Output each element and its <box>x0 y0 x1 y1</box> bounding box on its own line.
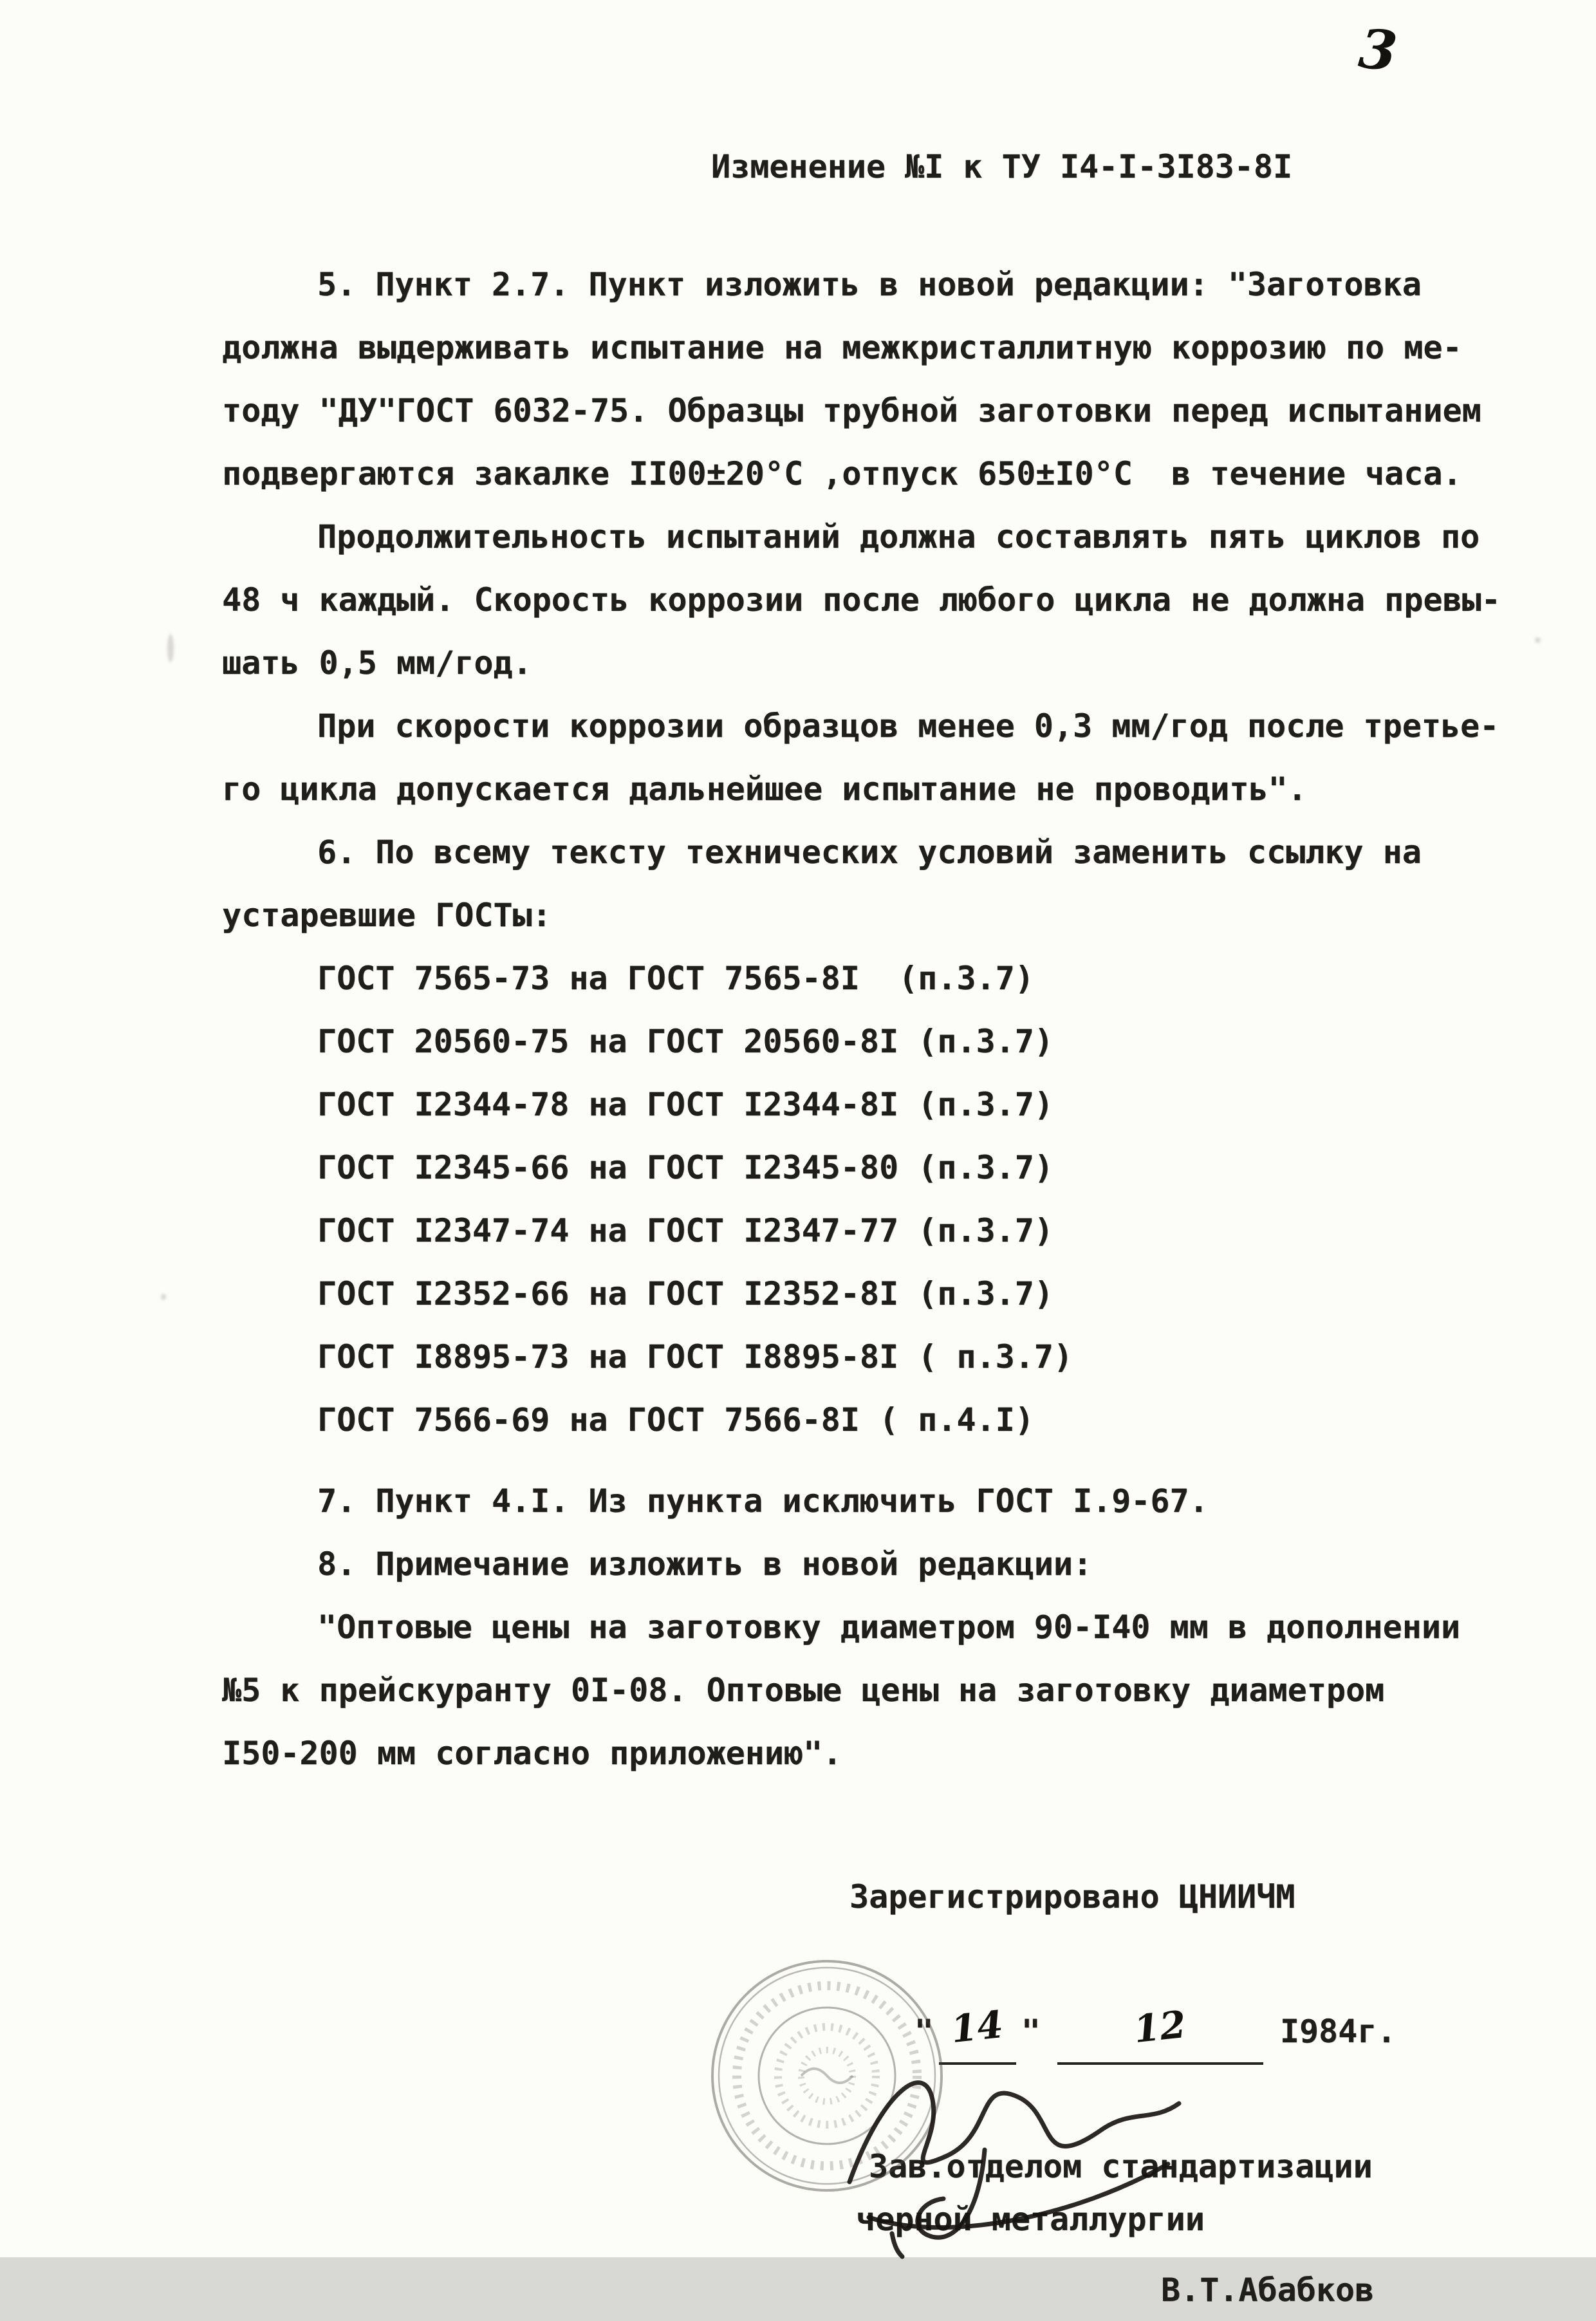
handwritten-day: 14 <box>949 2002 1006 2052</box>
handwritten-month: 12 <box>1132 2002 1189 2052</box>
paragraph-8 <box>222 1533 1487 1596</box>
registered-line: Зарегистрировано ЦНИИЧМ <box>849 1878 1295 1916</box>
text-line: 7. Пункт 4.I. Из пункта исключить ГОСТ I.9-67. <box>317 1482 1209 1520</box>
text-line: устаревшие ГОСТы: <box>222 897 552 934</box>
text-line: При скорости коррозии образцов менее 0,3 мм/год после третье- <box>317 707 1499 745</box>
text-line: должна выдерживать испытание на межкристаллитную коррозию по ме- <box>222 329 1462 366</box>
document-title: Изменение №I к ТУ I4-I-3I83-8I <box>711 148 1293 185</box>
paragraph-6 <box>222 821 1487 947</box>
quote-close: " <box>1021 2013 1041 2050</box>
department-line-2: черной металлургии <box>856 2201 1205 2238</box>
gost-list-item: ГОСТ I2344-78 на ГОСТ I2344-8I (п.3.7) <box>317 1086 1053 1123</box>
signature-icon <box>830 2021 1197 2259</box>
scan-smudge <box>161 1294 166 1300</box>
paragraph-5-duration <box>222 505 1501 694</box>
text-line: подвергаются закалке II00±20°С ,отпуск 650±I0°С в течение часа. <box>222 455 1462 492</box>
gost-list-item: ГОСТ 7566-69 на ГОСТ 7566-8I ( п.4.I) <box>317 1401 1034 1439</box>
gost-list-item: ГОСТ 20560-75 на ГОСТ 20560-8I (п.3.7) <box>317 1023 1053 1060</box>
text-line: го цикла допускается дальнейшее испытание не проводить". <box>222 770 1307 808</box>
paragraph-8-text <box>222 1596 1487 1785</box>
gost-list-item: ГОСТ 7565-73 на ГОСТ 7565-8I (п.3.7) <box>317 960 1034 997</box>
scan-smudge <box>1535 637 1541 643</box>
text-line: шать 0,5 мм/год. <box>222 644 532 682</box>
scan-smudge <box>167 634 174 662</box>
text-line: 5. Пункт 2.7. Пункт изложить в новой редакции: "Заготовка <box>317 266 1422 303</box>
paragraph-5 <box>222 253 1487 505</box>
text-line: тоду "ДУ"ГОСТ 6032-75. Образцы трубной заготовки перед испытанием <box>222 392 1481 429</box>
gost-list-item: ГОСТ I8895-73 на ГОСТ I8895-8I ( п.3.7) <box>317 1338 1073 1375</box>
text-line: "Оптовые цены на заготовку диаметром 90-I40 мм в дополнении <box>317 1608 1461 1646</box>
handwritten-page-number: 3 <box>1355 16 1400 84</box>
paragraph-7 <box>222 1469 1487 1533</box>
text-line: №5 к прейскуранту 0I-08. Оптовые цены на заготовку диаметром <box>222 1672 1385 1709</box>
department-line-1: Зав.отделом стандартизации <box>869 2148 1373 2185</box>
quote-open: " <box>914 2013 934 2050</box>
text-line: Продолжительность испытаний должна составлять пять циклов по <box>317 518 1480 555</box>
gost-list-item: ГОСТ I2347-74 на ГОСТ I2347-77 (п.3.7) <box>317 1212 1053 1249</box>
paragraph-5-note <box>222 694 1499 821</box>
signatory-name: В.Т.Абабков <box>1161 2271 1375 2309</box>
year-label: I984г. <box>1279 2013 1396 2050</box>
text-line: 48 ч каждый. Скорость коррозии после любого цикла не должна превы- <box>222 581 1501 619</box>
text-line: 8. Примечание изложить в новой редакции: <box>317 1545 1093 1583</box>
text-line: I50-200 мм согласно приложению". <box>222 1735 842 1772</box>
gost-list-item: ГОСТ I2345-66 на ГОСТ I2345-80 (п.3.7) <box>317 1149 1053 1186</box>
text-line: 6. По всему тексту технических условий заменить ссылку на <box>317 834 1422 871</box>
gost-list-item: ГОСТ I2352-66 на ГОСТ I2352-8I (п.3.7) <box>317 1275 1053 1312</box>
gost-replacement-list <box>222 947 1487 1451</box>
